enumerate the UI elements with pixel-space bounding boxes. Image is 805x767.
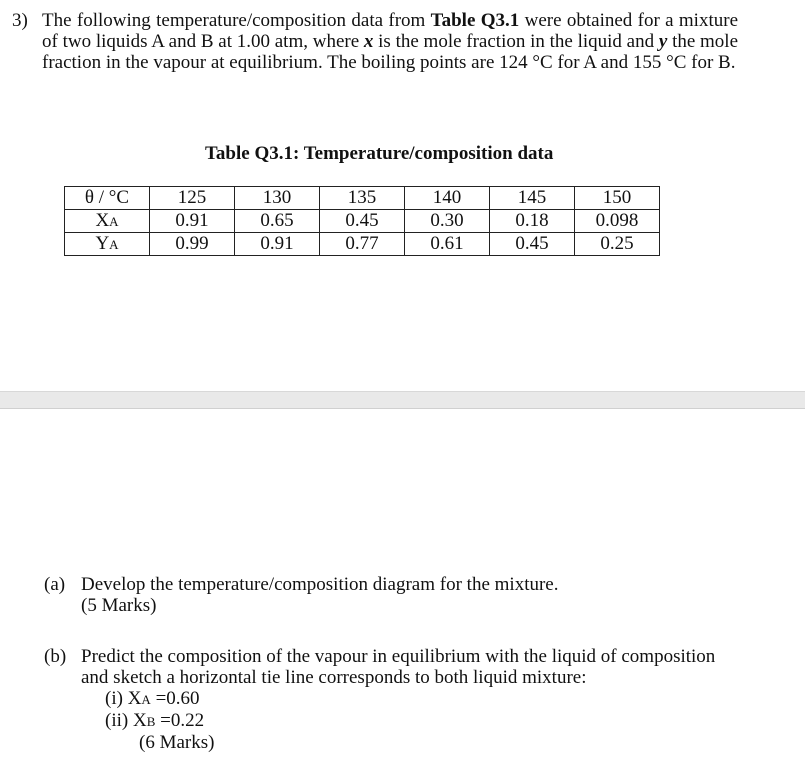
table-cell: 140 xyxy=(405,187,490,210)
page-break-divider xyxy=(0,391,805,409)
table-cell: 0.45 xyxy=(320,210,405,233)
table-cell: 145 xyxy=(490,187,575,210)
question-text: The following temperature/composition data from Table Q3.1 were obtained for a mixture of two liquids A and B at 1.00 atm, where x is the mole fraction in the liquid and y the mole fraction in the vapour at equilibrium. The boiling points are 124 °C for A and 155 °C for B. xyxy=(42,10,739,73)
question-number: 3) xyxy=(12,10,28,31)
table-row-xa xyxy=(65,210,660,233)
table-cell: 150 xyxy=(575,187,660,210)
list-item: (i) XA =0.60 xyxy=(105,688,200,709)
table-cell: 0.25 xyxy=(575,233,660,256)
table-row-temperature xyxy=(65,187,660,210)
table-cell: 0.30 xyxy=(405,210,490,233)
part-a-marks: (5 Marks) xyxy=(81,595,157,616)
table-cell: 0.45 xyxy=(490,233,575,256)
part-b-label: (b) xyxy=(44,646,67,667)
table-cell: 0.18 xyxy=(490,210,575,233)
table-title: Table Q3.1: Temperature/composition data xyxy=(205,143,554,164)
table-cell: 0.99 xyxy=(150,233,235,256)
table-row-ya xyxy=(65,233,660,256)
part-b-items xyxy=(105,688,744,732)
list-item: (ii) XB =0.22 xyxy=(105,710,205,731)
part-a xyxy=(44,574,744,616)
x-variable: x xyxy=(363,31,374,52)
y-variable: y xyxy=(658,31,668,52)
row-label-theta: θ / °C xyxy=(65,187,150,210)
table-cell: 125 xyxy=(150,187,235,210)
table-cell: 0.65 xyxy=(235,210,320,233)
part-a-text: Develop the temperature/composition diagram for the mixture. xyxy=(81,574,559,595)
table-cell: 0.77 xyxy=(320,233,405,256)
question-3 xyxy=(12,10,738,73)
table-reference: Table Q3.1 xyxy=(430,10,520,31)
table-cell: 0.91 xyxy=(235,233,320,256)
table-cell: 0.61 xyxy=(405,233,490,256)
temperature-composition-table xyxy=(64,186,660,256)
table-cell: 135 xyxy=(320,187,405,210)
table-cell: 0.91 xyxy=(150,210,235,233)
row-label-xa: XA xyxy=(65,210,150,233)
row-label-ya: YA xyxy=(65,233,150,256)
part-a-label: (a) xyxy=(44,574,66,595)
part-b xyxy=(44,646,744,753)
part-b-text: Predict the composition of the vapour in equilibrium with the liquid of composition and sketch a horizontal tie line corresponds to both liquid mixture: xyxy=(81,646,716,688)
table-cell: 130 xyxy=(235,187,320,210)
table-cell: 0.098 xyxy=(575,210,660,233)
part-b-marks: (6 Marks) xyxy=(139,732,215,753)
